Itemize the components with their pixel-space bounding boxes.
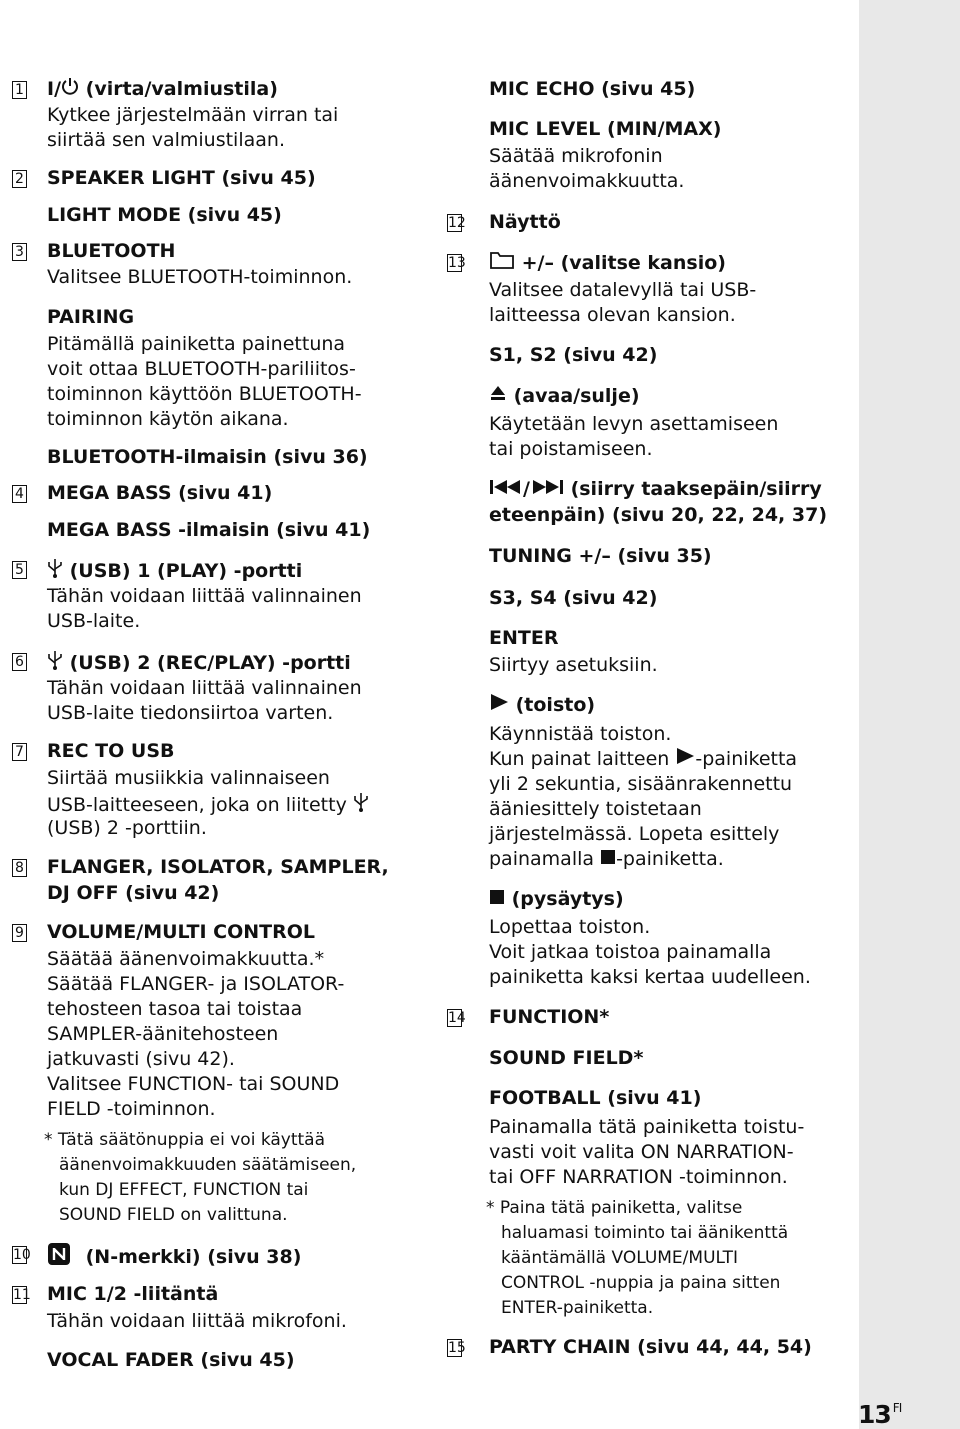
- heading: ENTER: [489, 627, 559, 649]
- text-line: Kun painat laitteen -painiketta: [489, 748, 798, 770]
- folder-icon: [489, 250, 515, 277]
- marker-10: 10: [13, 1247, 31, 1263]
- heading: eteenpäin) (sivu 20, 22, 24, 37): [489, 504, 828, 526]
- text-line: laitteessa olevan kansion.: [489, 304, 736, 326]
- text-line: Pitämällä painiketta painettuna: [47, 333, 346, 355]
- footnote-line: kun DJ EFFECT, FUNCTION tai: [59, 1180, 309, 1200]
- marker-15: 15: [448, 1340, 466, 1356]
- next-icon: [530, 477, 564, 502]
- heading: PAIRING: [47, 306, 135, 328]
- text-line: jatkuvasti (sivu 42).: [47, 1048, 235, 1070]
- heading: MEGA BASS (sivu 41): [47, 482, 273, 504]
- text-line: Tähän voidaan liittää mikrofoni.: [47, 1310, 347, 1332]
- marker-2: 2: [12, 170, 27, 188]
- n-mark-icon: [47, 1242, 71, 1273]
- marker-7: 7: [12, 743, 27, 761]
- marker-12: 12: [448, 215, 466, 231]
- heading: VOLUME/MULTI CONTROL: [47, 921, 315, 943]
- text-line: toiminnon käytön aikana.: [47, 408, 289, 430]
- heading: MIC ECHO (sivu 45): [489, 78, 696, 100]
- heading: REC TO USB: [47, 740, 175, 762]
- usb-icon: [353, 791, 369, 820]
- play-icon: [489, 693, 509, 718]
- footnote-line: haluamasi toiminto tai äänikenttä: [501, 1223, 789, 1243]
- heading: LIGHT MODE (sivu 45): [47, 204, 282, 226]
- eject-heading: (avaa/sulje): [489, 384, 640, 409]
- text-line: Säätää äänenvoimakkuutta.*: [47, 948, 325, 970]
- text-line: FIELD -toiminnon.: [47, 1098, 216, 1120]
- footnote-line: kääntämällä VOLUME/MULTI: [501, 1248, 739, 1268]
- footnote-line: * Tätä säätönuppia ei voi käyttää: [44, 1130, 326, 1150]
- text-line: järjestelmässä. Lopeta esittely: [489, 823, 780, 845]
- text-line: Tähän voidaan liittää valinnainen: [47, 677, 362, 699]
- footnote-line: äänenvoimakkuuden säätämiseen,: [59, 1155, 357, 1175]
- heading: PARTY CHAIN (sivu 44, 44, 54): [489, 1336, 812, 1358]
- text-line: vasti voit valita ON NARRATION-: [489, 1141, 794, 1163]
- text-line: Lopettaa toiston.: [489, 916, 651, 938]
- heading: FOOTBALL (sivu 41): [489, 1087, 702, 1109]
- heading: MIC 1/2 -liitäntä: [47, 1283, 219, 1305]
- text-line: tai poistamiseen.: [489, 438, 653, 460]
- text-line: Voit jatkaa toistoa painamalla: [489, 941, 772, 963]
- marker-13: 13: [448, 255, 466, 271]
- heading: VOCAL FADER (sivu 45): [47, 1349, 295, 1371]
- text-line: Kytkee järjestelmään virran tai: [47, 104, 339, 126]
- footnote-line: ENTER-painiketta.: [501, 1298, 654, 1318]
- usb2-heading: (USB) 2 (REC/PLAY) -portti: [47, 649, 351, 678]
- marker-6: 6: [12, 653, 27, 671]
- footnote-line: CONTROL -nuppia ja paina sitten: [501, 1273, 781, 1293]
- marker-5: 5: [12, 561, 27, 579]
- footnote-line: SOUND FIELD on valittuna.: [59, 1205, 288, 1225]
- heading: BLUETOOTH: [47, 240, 176, 262]
- text-line: Säätää mikrofonin: [489, 145, 663, 167]
- power-icon: [61, 77, 79, 102]
- heading: SPEAKER LIGHT (sivu 45): [47, 167, 316, 189]
- text-line: Painamalla tätä painiketta toistu-: [489, 1116, 805, 1138]
- marker-9: 9: [12, 924, 27, 942]
- marker-4: 4: [12, 485, 27, 503]
- usb-icon: [47, 557, 63, 586]
- text-line: Siirtää musiikkia valinnaiseen: [47, 767, 330, 789]
- skip-heading: / (siirry taaksepäin/siirry: [489, 477, 822, 502]
- text-line: tehosteen tasoa tai toistaa: [47, 998, 303, 1020]
- power-heading: I/ (virta/valmiustila): [47, 78, 278, 100]
- text-line: ääniesittely toistetaan: [489, 798, 702, 820]
- text-line: yli 2 sekuntia, sisäänrakennettu: [489, 773, 793, 795]
- page-number: 13 $^{FI}$: [858, 1400, 902, 1429]
- heading: TUNING +/– (sivu 35): [489, 545, 712, 567]
- text-line: SAMPLER-äänitehosteen: [47, 1023, 279, 1045]
- stop-heading: (pysäytys): [489, 887, 624, 912]
- heading: MIC LEVEL (MIN/MAX): [489, 118, 722, 140]
- usb-icon: [47, 649, 63, 678]
- heading: FUNCTION*: [489, 1006, 610, 1028]
- text-line: USB-laite tiedonsiirtoa varten.: [47, 702, 334, 724]
- eject-icon: [489, 384, 507, 409]
- text-line: Käynnistää toiston.: [489, 723, 672, 745]
- stop-icon: [489, 887, 505, 912]
- stop-icon: [600, 847, 616, 872]
- heading: Näyttö: [489, 211, 561, 233]
- text-line: toiminnon käyttöön BLUETOOTH-: [47, 383, 362, 405]
- heading: FLANGER, ISOLATOR, SAMPLER,: [47, 856, 389, 878]
- text-line: Valitsee datalevyllä tai USB-: [489, 279, 757, 301]
- text-line: Käytetään levyn asettamiseen: [489, 413, 779, 435]
- heading: S3, S4 (sivu 42): [489, 587, 658, 609]
- heading: SOUND FIELD*: [489, 1047, 644, 1069]
- heading: MEGA BASS -ilmaisin (sivu 41): [47, 519, 371, 541]
- text-line: Valitsee FUNCTION- tai SOUND: [47, 1073, 340, 1095]
- marker-14: 14: [448, 1010, 466, 1026]
- text-line: Säätää FLANGER- ja ISOLATOR-: [47, 973, 345, 995]
- text-line: painamalla -painiketta.: [489, 848, 724, 870]
- marker-1: 1: [12, 81, 27, 99]
- text-line: painiketta kaksi kertaa uudelleen.: [489, 966, 811, 988]
- text-line: äänenvoimakkuutta.: [489, 170, 685, 192]
- heading: S1, S2 (sivu 42): [489, 344, 658, 366]
- text-line: siirtää sen valmiustilaan.: [47, 129, 285, 151]
- text-line: Siirtyy asetuksiin.: [489, 654, 658, 676]
- prev-icon: [489, 477, 523, 502]
- text-line: tai OFF NARRATION -toiminnon.: [489, 1166, 788, 1188]
- marker-3: 3: [12, 243, 27, 261]
- play-heading: (toisto): [489, 693, 595, 718]
- text-line: (USB) 2 -porttiin.: [47, 817, 207, 839]
- text-line: Valitsee BLUETOOTH-toiminnon.: [47, 266, 353, 288]
- text-line: voit ottaa BLUETOOTH-pariliitos-: [47, 358, 356, 380]
- marker-8: 8: [12, 859, 27, 877]
- sidebar-band: [859, 0, 960, 1429]
- marker-11: 11: [13, 1287, 31, 1303]
- text-line: Tähän voidaan liittää valinnainen: [47, 585, 362, 607]
- heading: BLUETOOTH-ilmaisin (sivu 36): [47, 446, 368, 468]
- usb1-heading: (USB) 1 (PLAY) -portti: [47, 557, 302, 586]
- nfc-heading: (N-merkki) (sivu 38): [47, 1242, 301, 1273]
- text-line: USB-laitteeseen, joka on liitetty: [47, 791, 369, 820]
- heading: DJ OFF (sivu 42): [47, 882, 220, 904]
- text-line: USB-laite.: [47, 610, 141, 632]
- footnote-line: * Paina tätä painiketta, valitse: [486, 1198, 743, 1218]
- play-icon: [675, 747, 695, 772]
- folder-heading: +/– (valitse kansio): [489, 250, 726, 277]
